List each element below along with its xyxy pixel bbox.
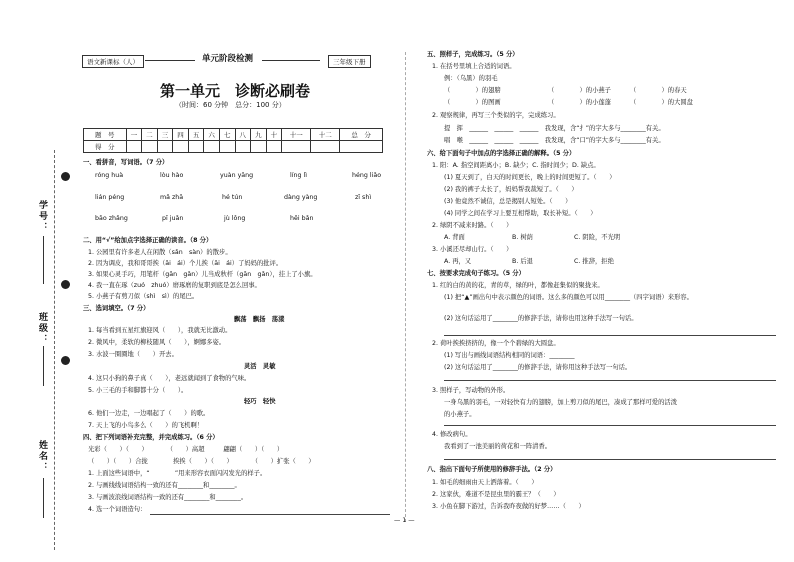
q4-word-row: （ ）（ ）合拢 挨挨（ ）（ ） （ ）扩张（ ）	[88, 458, 315, 465]
score-cell[interactable]	[311, 141, 340, 153]
binding-line	[54, 150, 55, 550]
q4-word-row: 光彩（ ）（ ） （ ）高超 翩翩（ ）（ ）	[88, 446, 284, 453]
pinyin: yuàn yāng	[220, 172, 254, 179]
pinyin: róng huà	[95, 172, 124, 179]
q5-item: 1. 在括号里填上合适的词语。	[432, 63, 516, 70]
q8-item: 2. 这家伙，难道不是昆虫里的霸王？（ ）	[432, 491, 560, 498]
score-header-cell: 十	[266, 129, 282, 141]
q6-option: B. 后退	[512, 258, 533, 265]
q7-text: 的小燕子。	[444, 411, 476, 418]
q4-item: 4. 选一个词语造句：	[88, 506, 147, 513]
q7-subitem: (1) 把“▲”画出句中表示颜色的词语。这么多的颜色可以用________（四字词语）来形容。	[444, 294, 693, 301]
q4-item: 2. 与画线线词语结构一致的还有________和________。	[88, 482, 241, 489]
score-cell[interactable]	[235, 141, 251, 153]
pinyin: hé tún	[222, 194, 243, 201]
q8-heading: 八、指出下面句子所使用的修辞手法。（2 分）	[427, 466, 557, 473]
q5-line: 唱 喉 ______ ______ ______ 我发现，含“口”的字大多与________有关。	[444, 137, 665, 144]
q3-item: 3. 水波一圈圈地（ ）开去。	[88, 351, 178, 358]
score-table-header-row	[84, 129, 383, 141]
q2-item: 2. 因为调皮，我和哥哥挨（āi ái）个儿挨（āi ái）了妈妈的批评。	[88, 260, 283, 267]
q5-blank: （ ）的春天	[630, 87, 687, 94]
q6-item: 2. 绿阴不减来时路。（ ）	[432, 222, 513, 229]
q7-answer-line[interactable]	[444, 335, 776, 336]
score-header-cell: 六	[204, 129, 220, 141]
student-id-field[interactable]	[43, 236, 44, 284]
score-row-label: 得 分	[84, 141, 127, 153]
q3-item: 5. 小三毛的手和脚都十分（ ）。	[88, 387, 188, 394]
q7-answer-line[interactable]	[444, 459, 776, 460]
student-id-label: 学号：	[37, 200, 47, 233]
score-header-cell: 总 分	[340, 129, 383, 141]
q7-text: 一身乌黑的羽毛，一对轻快有力的翅膀，加上剪刀似的尾巴，凑成了那样可爱的活泼	[444, 399, 677, 406]
score-header-cell: 三	[157, 129, 173, 141]
pinyin: lián péng	[95, 194, 125, 201]
q5-blank: （ ）的翅膀	[444, 87, 501, 94]
score-header-cell: 五	[188, 129, 204, 141]
header-rule	[145, 60, 195, 61]
pinyin: jù lǒng	[224, 215, 246, 222]
q7-subitem: (1) 写出与画线词语结构相同的词语：________	[444, 352, 575, 359]
score-cell[interactable]	[282, 141, 311, 153]
q5-example: 例：（乌黑）的羽毛	[444, 75, 498, 82]
pinyin: lòu hào	[160, 172, 184, 179]
q5-blank: （ ）的小燕子	[548, 87, 611, 94]
q2-item: 4. 我一直在琢（zuó zhuó）磨琢磨的复职到底是怎么回事。	[88, 282, 261, 289]
pinyin: zī shì	[355, 194, 372, 201]
score-table-score-row	[84, 141, 383, 153]
q6-subitem: (1) 夏天到了，白天的时间更长，晚上的时间更短了。（ ）	[444, 174, 616, 181]
score-cell[interactable]	[142, 141, 158, 153]
q2-item: 3. 如果心灵手巧，用笔杆（gān gǎn）儿当成秋杆（gān gǎn），挂上了小旗。	[88, 271, 317, 278]
score-cell[interactable]	[251, 141, 267, 153]
class-label: 班级：	[37, 312, 47, 345]
binding-hole	[61, 280, 70, 289]
score-header-cell: 二	[142, 129, 158, 141]
header-rule	[262, 60, 320, 61]
q6-option: C. 阴险，不光明	[574, 234, 621, 241]
q6-heading: 六、给下面句子中加点的字选择正确的解释。（5 分）	[427, 150, 576, 157]
pinyin: héng liǎo	[352, 172, 382, 179]
score-header-cell: 题 号	[84, 129, 127, 141]
binding-hole	[61, 172, 70, 181]
q4-answer-line[interactable]	[150, 514, 390, 515]
q3-item: 2. 微风中，柔软的柳枝随风（ ），婀娜多姿。	[88, 339, 226, 346]
grade-tag: 三年级下册	[328, 55, 371, 68]
q3-item: 4. 这只小狗的鼻子真（ ），老远就闻到了食物的气味。	[88, 375, 251, 382]
pinyin: dàng yàng	[284, 194, 318, 201]
pinyin: mǎ zhā	[160, 194, 184, 201]
q6-option: C. 推辞，拒绝	[574, 258, 614, 265]
q3-heading: 三、选词填空。（7 分）	[83, 305, 150, 312]
score-cell[interactable]	[126, 141, 142, 153]
score-cell[interactable]	[266, 141, 282, 153]
class-field[interactable]	[43, 346, 44, 386]
score-cell[interactable]	[219, 141, 235, 153]
binding-hole	[61, 356, 70, 365]
q7-item: 1. 红的白的黄的花，青的草，绿的叶，都像赶集似的聚拢来。	[432, 282, 604, 289]
q3-item: 7. 天上飞的小鸟多么（ ）的飞机啊！	[88, 422, 204, 429]
score-header-cell: 一	[126, 129, 142, 141]
name-label: 姓名：	[37, 440, 47, 473]
q7-heading: 七、按要求完成句子练习。（5 分）	[427, 270, 525, 277]
q7-item: 3. 照样子，写动物的外形。	[432, 387, 510, 394]
q6-option: B. 树荫	[512, 234, 533, 241]
q7-answer-line[interactable]	[444, 425, 776, 426]
q3-item: 6. 他们一边走，一边唱起了（ ）的歌。	[88, 410, 210, 417]
q7-subitem: (2) 这句话运用了________的修辞手法，请你也用这种手法写一句话。	[444, 315, 638, 322]
score-cell[interactable]	[188, 141, 204, 153]
score-cell[interactable]	[157, 141, 173, 153]
q7-answer-line[interactable]	[444, 380, 776, 381]
q8-item: 1. 如毛的细雨由天上洒落着。（ ）	[432, 479, 538, 486]
pinyin: hēi bǎn	[290, 215, 314, 222]
q5-item: 2. 观察规律，再写三个类似的字，完成练习。	[432, 112, 560, 119]
score-header-cell: 九	[251, 129, 267, 141]
q7-subitem: (2) 这句话运用了________的修辞手法，请你用这种手法写一句话。	[444, 364, 632, 371]
pinyin: pī juǎn	[162, 215, 184, 222]
q5-blank: （ ）的大圆盘	[630, 99, 693, 106]
q6-item: 1. 阳：A. 指空间距离小；B. 缺少；C. 指时间少；D. 缺点。	[432, 162, 600, 169]
q3-word-group: 灵活 灵敏	[244, 363, 276, 370]
q2-item: 5. 小燕子有剪刀似（shì sì）的尾巴。	[88, 293, 199, 300]
q4-item: 3. 与画波浪线词语结构一致的还有________和________。	[88, 494, 248, 501]
q6-option: A. 再，又	[444, 258, 472, 265]
q4-item: 1. 上面这些词语中，“ ”用来形容衣面闪闪发光的样子。	[88, 470, 267, 477]
page-number: — 1 —	[394, 517, 415, 524]
score-header-cell: 七	[219, 129, 235, 141]
score-header-cell: 十二	[311, 129, 340, 141]
score-header-cell: 四	[173, 129, 189, 141]
column-divider	[405, 52, 406, 522]
score-cell[interactable]	[340, 141, 383, 153]
q2-item: 1. 公园里有许多老人在闲散（sǎn sàn）的散步。	[88, 249, 232, 256]
name-field[interactable]	[43, 478, 44, 518]
q5-heading: 五、照样子，完成练习。（5 分）	[427, 51, 519, 58]
edition-tag: 语文新课标（人）	[82, 55, 144, 68]
score-header-cell: 十一	[282, 129, 311, 141]
page-title: 第一单元 诊断必刷卷	[160, 82, 311, 100]
pinyin: bāo zhǎng	[95, 215, 128, 222]
score-table	[83, 128, 383, 153]
q6-subitem: (2) 我的裤子太长了，妈妈帮我裁短了。（ ）	[444, 186, 578, 193]
q8-item: 3. 小鱼在脚下游过，告诉我昨夜做的好梦……（ ）	[432, 503, 585, 510]
q6-item: 3. 小溪还尽却山行。（ ）	[432, 246, 513, 253]
q3-item: 1. 每当看到五星红旗迎风（ ），我就无比激动。	[88, 327, 232, 334]
q5-blank: （ ）的图画	[444, 99, 501, 106]
q7-item: 4. 修改病句。	[432, 431, 472, 438]
pinyin: líng lì	[290, 172, 307, 179]
q3-word-group: 飘荡 飘扬 荡漾	[234, 316, 285, 323]
q7-item: 2. 荷叶挨挨挤挤的，像一个个碧绿的大圆盘。	[432, 340, 560, 347]
score-cell[interactable]	[204, 141, 220, 153]
q6-subitem: (3) 他竟然不诚信，总是揭别人短处。（ ）	[444, 198, 572, 205]
page-subtitle: （时间：60 分钟 总分：100 分）	[175, 101, 286, 109]
q4-heading: 四、把下列词语补充完整，并完成练习。（6 分）	[83, 434, 219, 441]
q6-option: A. 背面	[444, 234, 465, 241]
q5-line: 提 挥 ______ ______ ______ 我发现，含“扌”的字大多与________有关。	[444, 125, 665, 132]
q2-heading: 二、用“√”给加点字选择正确的读音。（8 分）	[83, 237, 213, 244]
header-title: 单元阶段检测	[202, 54, 254, 64]
score-cell[interactable]	[173, 141, 189, 153]
q5-blank: （ ）的小莲蓬	[548, 99, 611, 106]
q7-text: 我看到了一池美丽的荷花和一阵清香。	[444, 443, 552, 450]
score-header-cell: 八	[235, 129, 251, 141]
q3-word-group: 轻巧 轻快	[244, 398, 276, 405]
q6-subitem: (4) 同学之间在学习上要互相帮助，取长补短。（ ）	[444, 210, 597, 217]
q1-heading: 一、看拼音，写词语。（7 分）	[83, 159, 169, 166]
